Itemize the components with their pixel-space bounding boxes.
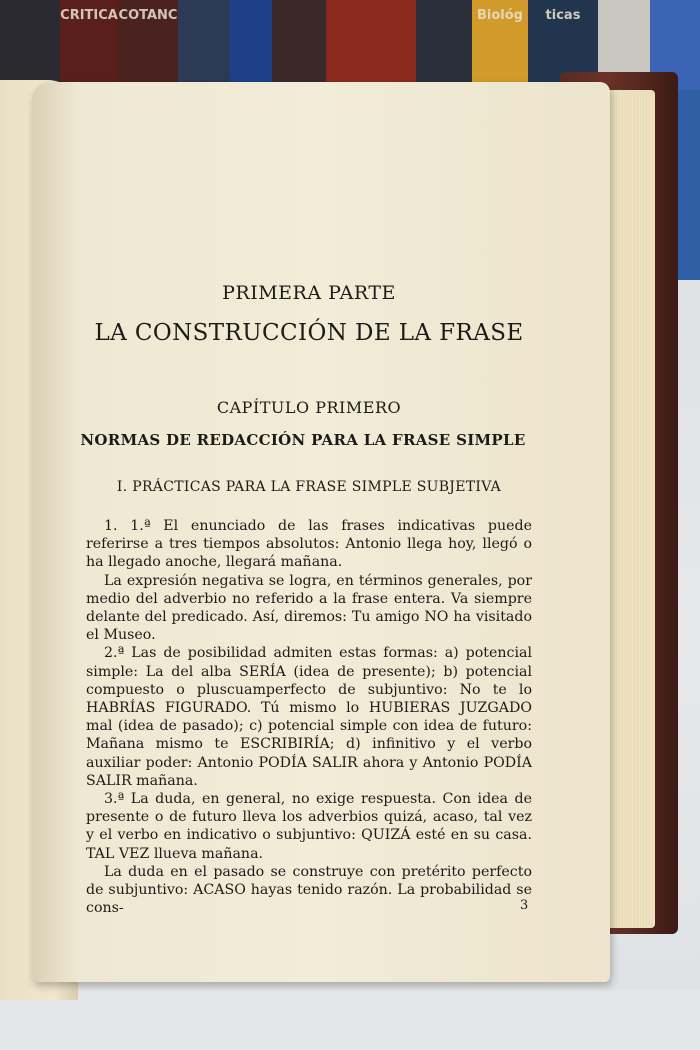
paragraph: 2.ª Las de posibilidad admiten estas formas: a) potencial simple: La del alba SERÍA (idea de presente); b) potencial compuesto o pluscuamperfecto de subjuntivo: No te lo HABRÍAS FIGURADO. Tú mismo lo HUBIERAS JUZGADO mal (idea de pasado); c) potencial simple con idea de futuro: Mañana mismo te ESCRIBIRÍA; d) infinitivo y el verbo auxiliar poder: Antonio PODÍA SALIR ahora y Antonio PODÍA SALIR mañana. (86, 645, 532, 789)
book-spine (472, 0, 529, 90)
book-spine (416, 0, 473, 90)
book-spine (272, 0, 327, 90)
book-spine-label: Biológ (477, 8, 523, 23)
table-surface (0, 990, 700, 1050)
book-spine (326, 0, 417, 90)
book-spine-label: COTANC (118, 8, 178, 23)
paragraph: 1. 1.ª El enunciado de las frases indicativas puede referirse a tres tiempos absolutos: Antonio llega hoy, llegó o ha llegado anoche, llegará mañana. (86, 518, 532, 571)
part-heading: PRIMERA PARTE (222, 282, 396, 304)
book-spine (178, 0, 231, 90)
chapter-title: NORMAS DE REDACCIÓN PARA LA FRASE SIMPLE (80, 431, 526, 449)
book-spine (60, 0, 119, 90)
book-spine-label: CRITICA (60, 8, 118, 23)
paragraph: La duda en el pasado se construye con pretérito perfecto de subjuntivo: ACASO hayas tenido razón. La probabilidad se cons- (86, 863, 532, 917)
book-spine (118, 0, 179, 90)
book-spine-label: ticas (545, 8, 581, 23)
page-content (80, 282, 532, 917)
part-title: LA CONSTRUCCIÓN DE LA FRASE (94, 320, 524, 346)
paragraph: 3.ª La duda, en general, no exige respuesta. Con idea de presente o de futuro lleva los adverbios quizá, acaso, tal vez y el verbo en indicativo o subjuntivo: QUIZÁ esté en su casa. TAL VEZ llueva mañana. (86, 791, 532, 862)
section-heading: I. PRÁCTICAS PARA LA FRASE SIMPLE SUBJETIVA (116, 479, 502, 495)
chapter-heading: CAPÍTULO PRIMERO (216, 398, 402, 417)
page-number: 3 (520, 898, 529, 913)
body-text (86, 517, 532, 917)
book-spine (230, 0, 273, 90)
paragraph: La expresión negativa se logra, en términos generales, por medio del adverbio no referido a la frase entera. Va siempre delante del predicado. Así, diremos: Tu amigo NO ha visitado el Museo. (86, 572, 532, 644)
